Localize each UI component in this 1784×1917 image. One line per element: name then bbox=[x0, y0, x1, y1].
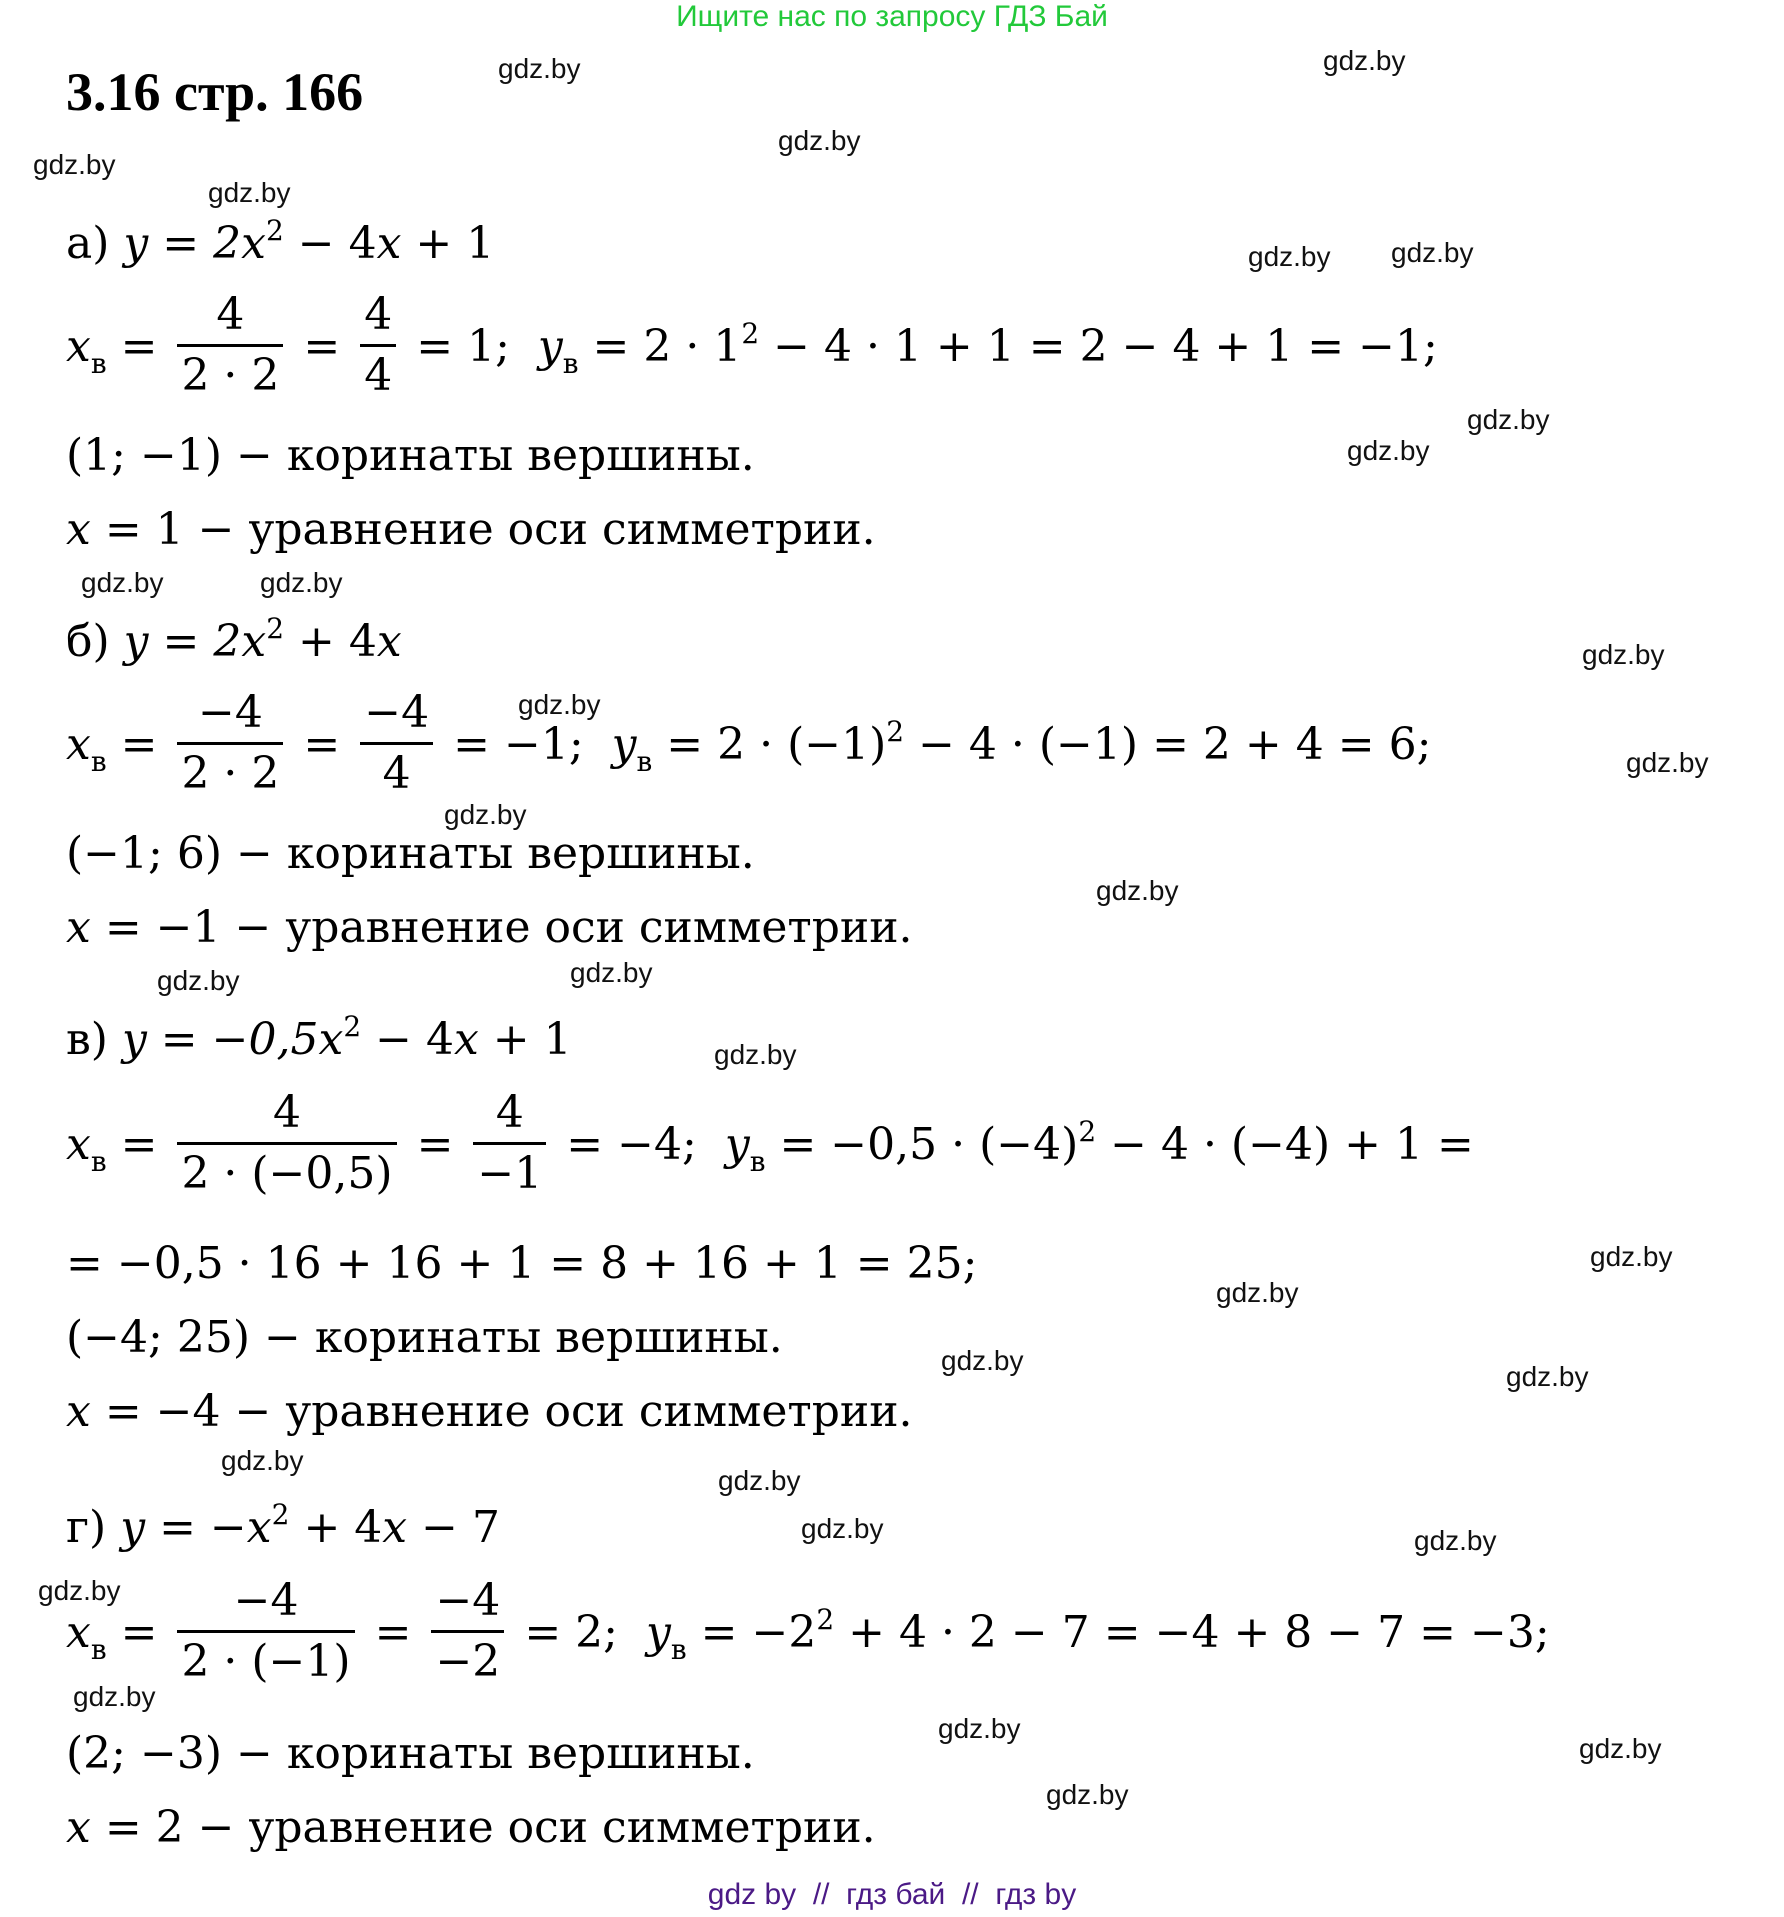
watermark: gdz.by bbox=[38, 1575, 121, 1606]
subscript: в bbox=[90, 1633, 107, 1666]
part-a-axis bbox=[66, 502, 876, 558]
watermark: gdz.by bbox=[718, 1465, 801, 1496]
part-label: в) bbox=[66, 1014, 108, 1065]
eq-var: x bbox=[453, 1014, 479, 1065]
numerator: −4 bbox=[197, 687, 263, 738]
fraction bbox=[360, 684, 433, 803]
eq-rest: + 4 bbox=[289, 1502, 383, 1553]
denominator: 2 · (−1) bbox=[181, 1636, 351, 1687]
fraction bbox=[473, 1084, 546, 1203]
xv-result: = −4; bbox=[566, 1119, 697, 1170]
yv-sup: 2 bbox=[741, 317, 760, 350]
watermark: gdz.by bbox=[1391, 237, 1474, 268]
axis-var: x bbox=[66, 504, 91, 555]
fraction bbox=[431, 1572, 504, 1691]
fraction bbox=[177, 1084, 396, 1203]
part-label: г) bbox=[66, 1502, 107, 1553]
yv-sup: 2 bbox=[886, 715, 905, 748]
fraction bbox=[177, 684, 283, 803]
watermark: gdz.by bbox=[498, 53, 581, 84]
watermark: gdz.by bbox=[1582, 639, 1665, 670]
xv-var: x bbox=[66, 1607, 91, 1658]
part-v-vertex: (−4; 25) − коринаты вершины. bbox=[66, 1312, 783, 1363]
axis-var: x bbox=[66, 902, 91, 953]
eq-sup: 2 bbox=[343, 1010, 362, 1043]
eq-rest: − 4 bbox=[361, 1014, 454, 1065]
watermark: gdz.by bbox=[157, 965, 240, 996]
watermark: gdz.by bbox=[941, 1345, 1024, 1376]
axis-var: x bbox=[66, 1386, 91, 1437]
watermark: gdz.by bbox=[1626, 747, 1709, 778]
watermark: gdz.by bbox=[208, 177, 291, 208]
numerator: 4 bbox=[216, 289, 245, 340]
search-banner: Ищите нас по запросу ГДЗ Бай bbox=[676, 0, 1108, 33]
fraction bbox=[360, 286, 396, 405]
xv-result: = −1; bbox=[453, 719, 584, 770]
watermark: gdz.by bbox=[1467, 404, 1550, 435]
part-label: б) bbox=[66, 616, 110, 667]
eq-sup: 2 bbox=[271, 1498, 290, 1531]
part-a-vertex: (1; −1) − коринаты вершины. bbox=[66, 430, 755, 481]
part-label: а) bbox=[66, 218, 110, 269]
part-v-equation bbox=[66, 1012, 572, 1073]
part-b-vertex: (−1; 6) − коринаты вершины. bbox=[66, 828, 755, 879]
denominator: 2 · (−0,5) bbox=[181, 1148, 393, 1199]
eq-sup: 2 bbox=[265, 214, 284, 247]
watermark: gdz.by bbox=[1248, 241, 1331, 272]
yv-expr: = 2 · 1 bbox=[592, 321, 742, 372]
xv-var: x bbox=[66, 719, 91, 770]
denominator: −2 bbox=[435, 1636, 501, 1687]
watermark: gdz.by bbox=[1579, 1733, 1662, 1764]
eq-sup: 2 bbox=[266, 612, 285, 645]
eq-var: x bbox=[318, 1014, 344, 1065]
footer-links: gdz by // гдз бай // гдз by bbox=[707, 1878, 1077, 1911]
numerator: −4 bbox=[435, 1575, 501, 1626]
watermark: gdz.by bbox=[221, 1445, 304, 1476]
part-g-axis bbox=[66, 1800, 876, 1856]
eq-tail: − 7 bbox=[407, 1502, 500, 1553]
yv-expr: = −2 bbox=[700, 1607, 817, 1658]
subscript: в bbox=[562, 347, 579, 380]
numerator: −4 bbox=[364, 687, 430, 738]
xv-var: x bbox=[66, 321, 91, 372]
subscript: в bbox=[90, 1145, 107, 1178]
part-v-vertex-calc: $x_в$ = $\frac{4}{2 \cdot (-0,5)}$ = $\frac{4}{-1}$ = −4; $y_в = -0,5 \cdot (-4)^2 - 4 \cdot (-4) + 1$ = bbox=[66, 1088, 1474, 1207]
watermark: gdz.by bbox=[1323, 45, 1406, 76]
watermark: gdz.by bbox=[73, 1681, 156, 1712]
yv-expr: − 4 · (−4) + 1 = bbox=[1096, 1119, 1474, 1170]
watermark: gdz.by bbox=[1347, 435, 1430, 466]
yv-expr: = 2 · (−1) bbox=[666, 719, 887, 770]
yv-expr: + 4 · 2 − 7 = −4 + 8 − 7 = −3; bbox=[834, 1607, 1550, 1658]
numerator: 4 bbox=[495, 1087, 524, 1138]
eq-var: x bbox=[241, 218, 266, 269]
eq-prefix: y = − bbox=[120, 1502, 247, 1553]
xv-var: x bbox=[66, 1119, 91, 1170]
eq-prefix: y = 2 bbox=[123, 218, 242, 269]
eq-var: x bbox=[241, 616, 267, 667]
eq-prefix: y = 2 bbox=[123, 616, 242, 667]
watermark: gdz.by bbox=[714, 1039, 797, 1070]
xv-result: = 2; bbox=[524, 1607, 618, 1658]
watermark: gdz.by bbox=[1096, 875, 1179, 906]
watermark: gdz.by bbox=[81, 567, 164, 598]
watermark: gdz.by bbox=[33, 149, 116, 180]
yv-expr: − 4 · (−1) = 2 + 4 = 6; bbox=[904, 719, 1432, 770]
watermark: gdz.by bbox=[1046, 1779, 1129, 1810]
eq-rest: + 4 bbox=[284, 616, 377, 667]
axis-text: = 1 − уравнение оси симметрии. bbox=[90, 504, 876, 555]
watermark: gdz.by bbox=[1590, 1241, 1673, 1272]
eq-tail: + 1 bbox=[478, 1014, 572, 1065]
part-v-axis bbox=[66, 1384, 913, 1440]
yv-var: y bbox=[645, 1607, 671, 1658]
yv-sup: 2 bbox=[1078, 1115, 1097, 1148]
part-g-vertex: (2; −3) − коринаты вершины. bbox=[66, 1728, 755, 1779]
part-b-axis bbox=[66, 900, 913, 956]
denominator: 2 · 2 bbox=[181, 350, 280, 401]
subscript: в bbox=[90, 745, 107, 778]
watermark: gdz.by bbox=[1216, 1277, 1299, 1308]
part-g-equation bbox=[66, 1500, 500, 1561]
eq-var: x bbox=[376, 218, 402, 269]
denominator: 2 · 2 bbox=[181, 748, 280, 799]
axis-var: x bbox=[66, 1802, 91, 1853]
part-a-equation bbox=[66, 216, 494, 277]
part-b-equation bbox=[66, 614, 402, 675]
watermark: gdz.by bbox=[1506, 1361, 1589, 1392]
yv-var: y bbox=[724, 1119, 750, 1170]
subscript: в bbox=[749, 1145, 766, 1178]
watermark: gdz.by bbox=[778, 125, 861, 156]
yv-expr: = −0,5 · (−4) bbox=[779, 1119, 1079, 1170]
eq-var: x bbox=[376, 616, 402, 667]
yv-var: y bbox=[611, 719, 637, 770]
watermark: gdz.by bbox=[1414, 1525, 1497, 1556]
eq-var: x bbox=[382, 1502, 408, 1553]
axis-text: = −4 − уравнение оси симметрии. bbox=[90, 1386, 913, 1437]
watermark: gdz.by bbox=[801, 1513, 884, 1544]
denominator: 4 bbox=[364, 350, 393, 401]
watermark: gdz.by bbox=[938, 1713, 1021, 1744]
denominator: −1 bbox=[477, 1148, 543, 1199]
part-v-continuation: = −0,5 · 16 + 16 + 1 = 8 + 16 + 1 = 25; bbox=[66, 1238, 978, 1289]
part-b-vertex-calc: $x_в$ = $\frac{-4}{2 \cdot 2}$ = $\frac{-4}{4}$ = −1; $y_в = 2 \cdot (-1)^2 - 4 \cdot (-1) = 2 + 4 = 6$; bbox=[66, 688, 1431, 807]
watermark: gdz.by bbox=[518, 689, 601, 720]
eq-var: x bbox=[246, 1502, 272, 1553]
part-g-vertex-calc: $x_в$ = $\frac{-4}{2 \cdot (-1)}$ = $\frac{-4}{-2}$ = 2; $y_в = -2^2 + 4 \cdot 2 - 7 = -4 + 8 - 7 = -3$; bbox=[66, 1576, 1550, 1695]
axis-text: = 2 − уравнение оси симметрии. bbox=[90, 1802, 876, 1853]
xv-result: = 1; bbox=[416, 321, 510, 372]
denominator: 4 bbox=[382, 748, 411, 799]
eq-tail: + 1 bbox=[401, 218, 495, 269]
subscript: в bbox=[636, 745, 653, 778]
axis-text: = −1 − уравнение оси симметрии. bbox=[90, 902, 913, 953]
yv-expr: − 4 · 1 + 1 = 2 − 4 + 1 = −1; bbox=[759, 321, 1438, 372]
yv-sup: 2 bbox=[816, 1603, 835, 1636]
eq-prefix: y = −0,5 bbox=[121, 1014, 319, 1065]
watermark: gdz.by bbox=[570, 957, 653, 988]
yv-var: y bbox=[537, 321, 563, 372]
numerator: 4 bbox=[364, 289, 393, 340]
watermark: gdz.by bbox=[444, 799, 527, 830]
page-title: 3.16 стр. 166 bbox=[66, 62, 364, 122]
fraction bbox=[177, 286, 283, 405]
numerator: 4 bbox=[273, 1087, 301, 1138]
watermark: gdz.by bbox=[260, 567, 343, 598]
fraction bbox=[177, 1572, 354, 1691]
subscript: в bbox=[670, 1633, 687, 1666]
numerator: −4 bbox=[233, 1575, 299, 1626]
eq-rest: − 4 bbox=[283, 218, 377, 269]
part-a-vertex-calc: $x_в$ = $\frac{4}{2 \cdot 2}$ = $\frac{4}{4}$ = 1; $y_в = 2 \cdot 1^2 - 4 \cdot 1 + 1 = 2 - 4 + 1 = -1$; bbox=[66, 290, 1438, 409]
subscript: в bbox=[90, 347, 107, 380]
